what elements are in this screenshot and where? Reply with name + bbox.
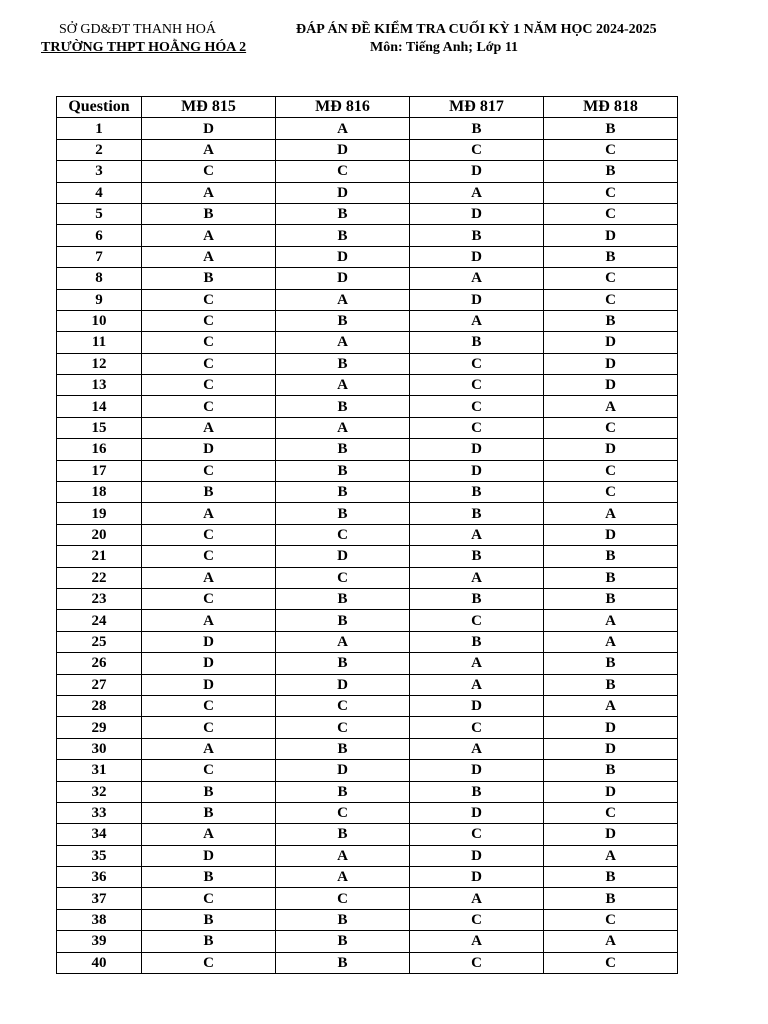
table-row xyxy=(57,631,678,652)
answer-md-818: A xyxy=(544,845,678,866)
answer-md-815: D xyxy=(142,118,276,139)
answer-md-817: C xyxy=(410,396,544,417)
answer-md-818: C xyxy=(544,182,678,203)
answer-md-818: B xyxy=(544,546,678,567)
answer-md-815: C xyxy=(142,310,276,331)
answer-md-817: A xyxy=(410,182,544,203)
answer-md-817: A xyxy=(410,931,544,952)
answer-md-815: D xyxy=(142,674,276,695)
answer-md-818: D xyxy=(544,717,678,738)
answer-md-818: D xyxy=(544,781,678,802)
question-number: 37 xyxy=(57,888,142,909)
question-number: 23 xyxy=(57,588,142,609)
answer-md-818: B xyxy=(544,161,678,182)
answer-md-816: D xyxy=(276,268,410,289)
table-row xyxy=(57,760,678,781)
answer-md-816: B xyxy=(276,824,410,845)
question-number: 40 xyxy=(57,952,142,973)
question-number: 6 xyxy=(57,225,142,246)
answer-md-815: C xyxy=(142,161,276,182)
question-number: 9 xyxy=(57,289,142,310)
question-number: 17 xyxy=(57,460,142,481)
question-number: 20 xyxy=(57,524,142,545)
answer-md-815: B xyxy=(142,203,276,224)
table-header-row xyxy=(57,97,678,118)
answer-md-816: B xyxy=(276,781,410,802)
answer-md-815: D xyxy=(142,653,276,674)
answer-md-817: B xyxy=(410,332,544,353)
answer-md-817: B xyxy=(410,225,544,246)
answer-md-817: D xyxy=(410,161,544,182)
subject-line: Môn: Tiếng Anh; Lớp 11 xyxy=(370,40,519,55)
answer-md-815: C xyxy=(142,588,276,609)
answer-md-818: C xyxy=(544,139,678,160)
table-row xyxy=(57,396,678,417)
question-number: 4 xyxy=(57,182,142,203)
answer-md-817: A xyxy=(410,888,544,909)
answer-md-816: C xyxy=(276,717,410,738)
question-number: 31 xyxy=(57,760,142,781)
answer-md-815: C xyxy=(142,396,276,417)
question-number: 38 xyxy=(57,909,142,930)
question-number: 33 xyxy=(57,802,142,823)
table-row xyxy=(57,888,678,909)
answer-md-818: B xyxy=(544,588,678,609)
answer-md-817: B xyxy=(410,546,544,567)
answer-md-815: A xyxy=(142,182,276,203)
answer-md-816: B xyxy=(276,225,410,246)
question-number: 26 xyxy=(57,653,142,674)
answer-md-818: C xyxy=(544,289,678,310)
answer-md-817: A xyxy=(410,674,544,695)
table-row xyxy=(57,353,678,374)
answer-md-817: C xyxy=(410,952,544,973)
answer-md-816: B xyxy=(276,482,410,503)
answer-md-817: B xyxy=(410,781,544,802)
answer-md-816: D xyxy=(276,760,410,781)
answer-md-818: D xyxy=(544,332,678,353)
table-row xyxy=(57,952,678,973)
answer-md-816: C xyxy=(276,524,410,545)
answer-md-815: C xyxy=(142,353,276,374)
answer-md-816: D xyxy=(276,246,410,267)
answer-md-817: D xyxy=(410,439,544,460)
answer-md-817: D xyxy=(410,867,544,888)
answer-md-817: A xyxy=(410,524,544,545)
answer-md-816: B xyxy=(276,588,410,609)
answer-md-818: A xyxy=(544,503,678,524)
answer-md-816: B xyxy=(276,503,410,524)
table-row xyxy=(57,781,678,802)
answer-md-816: B xyxy=(276,653,410,674)
table-row xyxy=(57,867,678,888)
answer-md-816: C xyxy=(276,161,410,182)
answer-md-815: A xyxy=(142,246,276,267)
table-row xyxy=(57,182,678,203)
table-row xyxy=(57,588,678,609)
answer-md-815: C xyxy=(142,952,276,973)
answer-md-815: A xyxy=(142,417,276,438)
answer-md-815: A xyxy=(142,610,276,631)
answer-md-817: B xyxy=(410,118,544,139)
question-number: 24 xyxy=(57,610,142,631)
answer-md-815: C xyxy=(142,332,276,353)
answer-md-818: B xyxy=(544,310,678,331)
answer-md-815: C xyxy=(142,888,276,909)
table-row xyxy=(57,695,678,716)
answer-md-818: C xyxy=(544,417,678,438)
question-number: 8 xyxy=(57,268,142,289)
answer-md-815: C xyxy=(142,760,276,781)
answer-md-817: C xyxy=(410,375,544,396)
answer-md-818: A xyxy=(544,610,678,631)
answer-md-818: D xyxy=(544,824,678,845)
question-number: 10 xyxy=(57,310,142,331)
answer-md-816: B xyxy=(276,931,410,952)
table-row xyxy=(57,225,678,246)
answer-md-818: D xyxy=(544,375,678,396)
answer-md-818: B xyxy=(544,867,678,888)
question-number: 19 xyxy=(57,503,142,524)
document-title: ĐÁP ÁN ĐỀ KIỂM TRA CUỐI KỲ 1 NĂM HỌC 2024-2025 xyxy=(296,22,657,37)
table-row xyxy=(57,460,678,481)
answer-md-817: C xyxy=(410,610,544,631)
column-header-md-818: MĐ 818 xyxy=(544,97,678,118)
question-number: 5 xyxy=(57,203,142,224)
department-name: SỞ GD&ĐT THANH HOÁ xyxy=(59,22,216,37)
answer-md-815: B xyxy=(142,802,276,823)
table-row xyxy=(57,610,678,631)
table-row xyxy=(57,139,678,160)
question-number: 16 xyxy=(57,439,142,460)
table-row xyxy=(57,118,678,139)
answer-md-817: A xyxy=(410,567,544,588)
answer-md-818: B xyxy=(544,118,678,139)
answer-md-818: C xyxy=(544,203,678,224)
answer-md-816: A xyxy=(276,845,410,866)
answer-md-818: C xyxy=(544,268,678,289)
answer-rows xyxy=(57,118,678,974)
table-row xyxy=(57,332,678,353)
answer-md-818: B xyxy=(544,888,678,909)
answer-md-817: B xyxy=(410,631,544,652)
answer-md-816: C xyxy=(276,888,410,909)
answer-md-816: B xyxy=(276,203,410,224)
answer-md-818: A xyxy=(544,396,678,417)
answer-md-816: A xyxy=(276,417,410,438)
answer-md-817: C xyxy=(410,353,544,374)
answer-md-815: C xyxy=(142,524,276,545)
answer-md-817: B xyxy=(410,588,544,609)
table-row xyxy=(57,717,678,738)
answer-md-817: C xyxy=(410,824,544,845)
answer-md-818: D xyxy=(544,524,678,545)
table-row xyxy=(57,674,678,695)
column-header-md-816: MĐ 816 xyxy=(276,97,410,118)
question-number: 27 xyxy=(57,674,142,695)
answer-md-816: D xyxy=(276,139,410,160)
answer-md-816: B xyxy=(276,952,410,973)
table-row xyxy=(57,161,678,182)
question-number: 2 xyxy=(57,139,142,160)
answer-md-818: A xyxy=(544,695,678,716)
answer-md-815: D xyxy=(142,631,276,652)
table-row xyxy=(57,417,678,438)
answer-md-817: D xyxy=(410,203,544,224)
table-row xyxy=(57,524,678,545)
question-number: 11 xyxy=(57,332,142,353)
answer-md-815: C xyxy=(142,546,276,567)
answer-md-818: D xyxy=(544,225,678,246)
table-row xyxy=(57,546,678,567)
question-number: 12 xyxy=(57,353,142,374)
answer-md-816: A xyxy=(276,375,410,396)
answer-md-816: A xyxy=(276,332,410,353)
answer-md-818: C xyxy=(544,482,678,503)
column-header-md-815: MĐ 815 xyxy=(142,97,276,118)
answer-md-818: A xyxy=(544,631,678,652)
answer-md-816: A xyxy=(276,289,410,310)
table-row xyxy=(57,845,678,866)
answer-md-816: B xyxy=(276,439,410,460)
answer-md-817: D xyxy=(410,246,544,267)
answer-md-816: D xyxy=(276,182,410,203)
answer-md-815: B xyxy=(142,909,276,930)
answer-md-816: C xyxy=(276,695,410,716)
answer-md-815: A xyxy=(142,225,276,246)
answer-md-818: B xyxy=(544,567,678,588)
column-header-question: Question xyxy=(57,97,142,118)
table-row xyxy=(57,439,678,460)
answer-md-817: B xyxy=(410,482,544,503)
question-number: 22 xyxy=(57,567,142,588)
answer-md-816: B xyxy=(276,610,410,631)
answer-md-816: D xyxy=(276,674,410,695)
answer-md-817: D xyxy=(410,695,544,716)
answer-md-816: B xyxy=(276,738,410,759)
answer-md-815: D xyxy=(142,439,276,460)
answer-md-815: B xyxy=(142,931,276,952)
question-number: 39 xyxy=(57,931,142,952)
table-row xyxy=(57,289,678,310)
question-number: 21 xyxy=(57,546,142,567)
answer-key-table xyxy=(56,96,678,974)
answer-md-817: D xyxy=(410,760,544,781)
table-row xyxy=(57,268,678,289)
answer-md-815: B xyxy=(142,482,276,503)
answer-md-818: A xyxy=(544,931,678,952)
answer-md-818: D xyxy=(544,439,678,460)
answer-md-815: C xyxy=(142,289,276,310)
question-number: 28 xyxy=(57,695,142,716)
answer-md-815: D xyxy=(142,845,276,866)
answer-md-816: C xyxy=(276,567,410,588)
answer-md-816: A xyxy=(276,867,410,888)
answer-md-817: D xyxy=(410,802,544,823)
question-number: 15 xyxy=(57,417,142,438)
question-number: 32 xyxy=(57,781,142,802)
answer-md-818: C xyxy=(544,460,678,481)
answer-md-818: C xyxy=(544,909,678,930)
answer-md-818: B xyxy=(544,653,678,674)
answer-md-818: C xyxy=(544,952,678,973)
answer-md-815: C xyxy=(142,717,276,738)
answer-md-818: B xyxy=(544,674,678,695)
answer-md-816: B xyxy=(276,460,410,481)
answer-md-815: A xyxy=(142,824,276,845)
question-number: 25 xyxy=(57,631,142,652)
question-number: 3 xyxy=(57,161,142,182)
answer-md-817: A xyxy=(410,738,544,759)
question-number: 30 xyxy=(57,738,142,759)
table-row xyxy=(57,246,678,267)
answer-md-816: A xyxy=(276,118,410,139)
answer-md-817: C xyxy=(410,717,544,738)
table-row xyxy=(57,567,678,588)
question-number: 14 xyxy=(57,396,142,417)
answer-md-818: B xyxy=(544,246,678,267)
answer-md-815: A xyxy=(142,567,276,588)
answer-md-818: D xyxy=(544,738,678,759)
answer-md-815: A xyxy=(142,738,276,759)
question-number: 1 xyxy=(57,118,142,139)
answer-md-817: D xyxy=(410,460,544,481)
question-number: 36 xyxy=(57,867,142,888)
answer-md-816: C xyxy=(276,802,410,823)
answer-md-815: C xyxy=(142,460,276,481)
table-row xyxy=(57,909,678,930)
answer-md-816: D xyxy=(276,546,410,567)
table-row xyxy=(57,653,678,674)
answer-md-817: A xyxy=(410,653,544,674)
answer-md-815: B xyxy=(142,268,276,289)
column-header-md-817: MĐ 817 xyxy=(410,97,544,118)
answer-md-816: B xyxy=(276,353,410,374)
question-number: 18 xyxy=(57,482,142,503)
answer-md-818: D xyxy=(544,353,678,374)
answer-md-817: D xyxy=(410,289,544,310)
answer-md-818: C xyxy=(544,802,678,823)
table-row xyxy=(57,503,678,524)
answer-md-817: B xyxy=(410,503,544,524)
answer-md-815: A xyxy=(142,503,276,524)
table-row xyxy=(57,310,678,331)
answer-md-815: C xyxy=(142,375,276,396)
question-number: 13 xyxy=(57,375,142,396)
question-number: 34 xyxy=(57,824,142,845)
school-name: TRƯỜNG THPT HOẰNG HÓA 2 xyxy=(41,40,247,55)
table-row xyxy=(57,375,678,396)
table-row xyxy=(57,824,678,845)
question-number: 35 xyxy=(57,845,142,866)
question-number: 29 xyxy=(57,717,142,738)
answer-md-816: A xyxy=(276,631,410,652)
answer-md-815: B xyxy=(142,781,276,802)
table-row xyxy=(57,738,678,759)
answer-md-815: B xyxy=(142,867,276,888)
answer-md-817: C xyxy=(410,909,544,930)
answer-md-817: A xyxy=(410,310,544,331)
answer-md-815: A xyxy=(142,139,276,160)
answer-md-817: D xyxy=(410,845,544,866)
table-row xyxy=(57,931,678,952)
answer-md-816: B xyxy=(276,396,410,417)
question-number: 7 xyxy=(57,246,142,267)
answer-md-817: A xyxy=(410,268,544,289)
answer-md-815: C xyxy=(142,695,276,716)
answer-md-816: B xyxy=(276,310,410,331)
answer-md-818: B xyxy=(544,760,678,781)
table-row xyxy=(57,203,678,224)
table-row xyxy=(57,802,678,823)
answer-md-816: B xyxy=(276,909,410,930)
answer-md-817: C xyxy=(410,417,544,438)
table-row xyxy=(57,482,678,503)
answer-md-817: C xyxy=(410,139,544,160)
